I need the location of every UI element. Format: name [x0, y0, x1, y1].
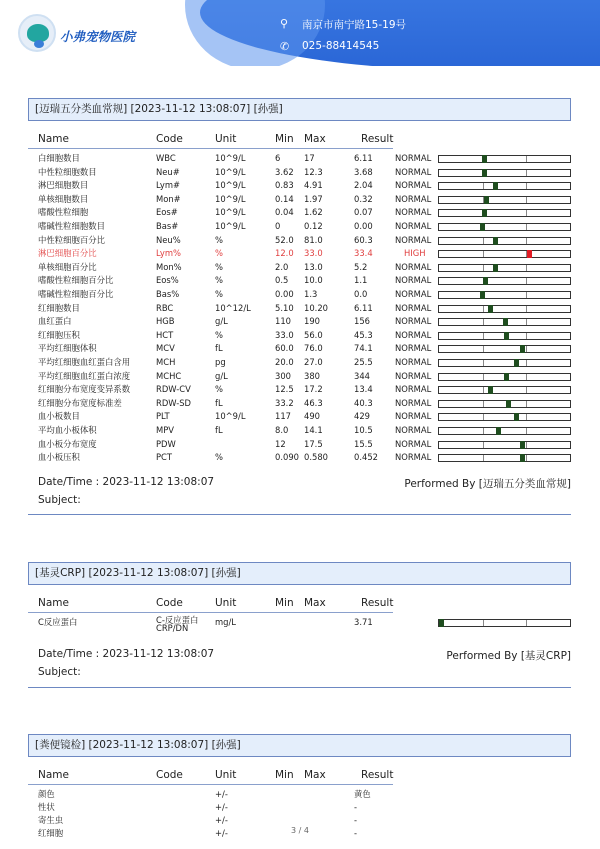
cell-min: 0.04	[275, 207, 294, 218]
cell-name: 血小板数目	[38, 411, 80, 422]
cell-flag: NORMAL	[395, 221, 432, 231]
cell-flag: NORMAL	[395, 193, 432, 204]
table-row	[28, 329, 571, 343]
cell-max: 46.3	[304, 397, 323, 408]
cell-flag: NORMAL	[395, 397, 432, 408]
cell-code: RDW-CV	[156, 384, 191, 395]
table-row	[28, 438, 571, 452]
cell-name: 平均红细胞血红蛋白浓度	[38, 370, 131, 381]
cell-name: 寄生虫	[38, 815, 64, 825]
cell-name: 白细胞数目	[38, 153, 80, 163]
value-marker	[439, 619, 444, 627]
table-row	[28, 383, 571, 397]
cell-flag: NORMAL	[395, 289, 432, 299]
value-marker	[514, 359, 519, 367]
cell-max: 1.3	[304, 289, 318, 299]
cell-name: 中性粒细胞百分比	[38, 234, 105, 245]
cell-min: 0	[275, 221, 281, 231]
hospital-logo-icon	[18, 14, 56, 52]
cell-unit: 10^9/L	[215, 221, 246, 231]
cell-unit: 10^9/L	[215, 207, 246, 218]
value-marker	[514, 413, 519, 421]
range-bar	[438, 305, 571, 313]
cell-code: C-反应蛋白 CRP/DN	[156, 615, 199, 633]
table-row	[28, 315, 571, 329]
range-bar	[438, 427, 571, 435]
cell-result: 60.3	[354, 234, 373, 245]
cell-unit: %	[215, 234, 223, 245]
range-bar	[438, 400, 571, 408]
col-min: Min	[275, 769, 294, 781]
cell-min: 0.83	[275, 180, 294, 191]
table-row	[28, 261, 571, 275]
cell-code: PLT	[156, 411, 170, 422]
cell-name: 嗜碱性粒细胞百分比	[38, 289, 114, 299]
cell-name: 红细胞数目	[38, 302, 80, 313]
cell-min: 0.00	[275, 289, 294, 299]
col-unit: Unit	[215, 597, 237, 609]
cell-result: 3.68	[354, 166, 373, 177]
cell-unit: 10^9/L	[215, 180, 246, 191]
table-row	[28, 302, 571, 316]
cell-unit: pg	[215, 357, 226, 367]
value-marker	[483, 277, 488, 285]
col-unit: Unit	[215, 769, 237, 781]
table-row	[28, 397, 571, 411]
subject-label: Subject:	[38, 666, 81, 678]
cell-min: 12.5	[275, 384, 294, 395]
report-header: 小弗宠物医院 ⚲ 南京市南宁路15-19号 ✆ 025-88414545	[0, 0, 600, 66]
col-min: Min	[275, 133, 294, 145]
cell-name: 血小板压积	[38, 452, 80, 463]
cell-result: 2.04	[354, 180, 373, 191]
col-unit: Unit	[215, 133, 237, 145]
cell-max: 81.0	[304, 234, 323, 245]
cell-result: 15.5	[354, 438, 373, 449]
table-row	[28, 801, 571, 815]
cell-result: 10.5	[354, 425, 373, 435]
cell-flag: NORMAL	[395, 384, 432, 395]
cell-unit: fL	[215, 343, 223, 354]
value-marker	[482, 209, 487, 217]
cell-unit: mg/L	[215, 617, 236, 627]
col-max: Max	[304, 769, 326, 781]
cell-result: 74.1	[354, 343, 373, 354]
cell-unit: 10^12/L	[215, 302, 251, 313]
cell-max: 14.1	[304, 425, 323, 435]
range-bar	[438, 332, 571, 340]
cell-max: 13.0	[304, 261, 323, 272]
value-marker	[493, 182, 498, 190]
cell-name: 淋巴细胞百分比	[38, 248, 97, 259]
cell-unit: %	[215, 248, 223, 259]
range-bar	[438, 223, 571, 231]
cell-unit: %	[215, 275, 223, 286]
cell-max: 190	[304, 316, 320, 327]
cell-unit: 10^9/L	[215, 411, 246, 422]
section-title: [迈瑞五分类血常规] [2023-11-12 13:08:07] [孙强]	[28, 98, 571, 121]
table-row	[28, 234, 571, 248]
cell-result: 0.452	[354, 452, 378, 463]
cell-max: 490	[304, 411, 320, 422]
cell-unit: 10^9/L	[215, 166, 246, 177]
cell-result: -	[354, 828, 358, 838]
cell-max: 17.2	[304, 384, 323, 395]
cell-name: 平均红细胞体积	[38, 343, 97, 354]
cell-result: -	[354, 815, 358, 825]
value-marker	[520, 345, 525, 353]
cell-code: Mon#	[156, 193, 181, 204]
cell-min: 5.10	[275, 302, 294, 313]
range-bar	[438, 454, 571, 462]
cell-flag: NORMAL	[395, 261, 432, 272]
range-bar	[438, 250, 571, 258]
table-row	[28, 342, 571, 356]
cell-result: 45.3	[354, 329, 373, 340]
value-marker	[480, 223, 485, 231]
cell-flag: NORMAL	[395, 153, 432, 163]
performed-by: Performed By [迈瑞五分类血常规]	[404, 478, 571, 490]
cell-result: 0.07	[354, 207, 373, 218]
cell-max: 10.0	[304, 275, 323, 286]
table-row	[28, 179, 571, 193]
cell-result: 40.3	[354, 397, 373, 408]
cell-code: Lym#	[156, 180, 181, 191]
section-title: [基灵CRP] [2023-11-12 13:08:07] [孙强]	[28, 562, 571, 585]
cell-flag: NORMAL	[395, 438, 432, 449]
value-marker	[520, 441, 525, 449]
cell-code: MCV	[156, 343, 175, 354]
cell-max: 17.5	[304, 438, 323, 449]
cell-flag: NORMAL	[395, 411, 432, 422]
cell-unit: 10^9/L	[215, 153, 246, 163]
cell-result: 0.00	[354, 221, 373, 231]
col-result: Result	[361, 133, 394, 145]
cell-unit: +/-	[215, 828, 228, 838]
cell-result: 6.11	[354, 302, 373, 313]
col-code: Code	[156, 597, 183, 609]
cell-min: 8.0	[275, 425, 289, 435]
value-marker	[488, 305, 493, 313]
cell-unit: +/-	[215, 789, 228, 799]
cell-name: 平均血小板体积	[38, 425, 97, 435]
col-max: Max	[304, 133, 326, 145]
range-bar	[438, 359, 571, 367]
cell-code: WBC	[156, 153, 176, 163]
cell-result: -	[354, 802, 358, 812]
cell-result: 33.4	[354, 248, 373, 259]
cell-result: 3.71	[354, 617, 373, 627]
range-bar	[438, 619, 571, 627]
cell-code: Neu#	[156, 166, 180, 177]
cell-min: 33.2	[275, 397, 294, 408]
location-pin-icon: ⚲	[280, 17, 289, 30]
cell-result: 25.5	[354, 357, 373, 367]
cell-flag: NORMAL	[395, 316, 432, 327]
cell-name: 平均红细胞血红蛋白含用	[38, 357, 131, 367]
cell-min: 52.0	[275, 234, 294, 245]
range-bar	[438, 291, 571, 299]
cell-unit: fL	[215, 397, 223, 408]
cell-min: 33.0	[275, 329, 294, 340]
value-marker	[484, 196, 489, 204]
cell-result: 13.4	[354, 384, 373, 395]
col-result: Result	[361, 597, 394, 609]
table-row	[28, 451, 571, 465]
cell-name: C反应蛋白	[38, 617, 78, 627]
performed-by: Performed By [基灵CRP]	[446, 650, 571, 662]
value-marker	[520, 454, 525, 462]
cell-flag: NORMAL	[395, 425, 432, 435]
cell-code: Lym%	[156, 248, 181, 259]
cell-code: Neu%	[156, 234, 181, 245]
cell-unit: %	[215, 384, 223, 395]
table-row	[28, 410, 571, 424]
col-name: Name	[38, 133, 69, 145]
cell-unit: %	[215, 329, 223, 340]
cell-max: 12.3	[304, 166, 323, 177]
range-bar	[438, 264, 571, 272]
value-marker	[482, 169, 487, 177]
cell-name: 嗜碱性粒细胞数目	[38, 221, 105, 231]
cell-unit: +/-	[215, 802, 228, 812]
cell-flag: NORMAL	[395, 166, 432, 177]
hospital-name: 小弗宠物医院	[60, 29, 136, 44]
cell-code: Eos#	[156, 207, 178, 218]
cell-result: 156	[354, 316, 370, 327]
cell-min: 0.14	[275, 193, 294, 204]
range-bar	[438, 345, 571, 353]
cell-name: 红细胞分布宽度标准差	[38, 397, 122, 408]
cell-result: 黄色	[354, 789, 371, 799]
cell-min: 110	[275, 316, 291, 327]
range-bar	[438, 386, 571, 394]
cell-name: 颜色	[38, 789, 55, 799]
cell-unit: +/-	[215, 815, 228, 825]
table-row	[28, 247, 571, 261]
cell-code: MCHC	[156, 370, 182, 381]
cell-flag: NORMAL	[395, 357, 432, 367]
cell-flag: NORMAL	[395, 234, 432, 245]
high-marker	[527, 250, 532, 258]
cell-min: 12	[275, 438, 286, 449]
value-marker	[496, 427, 501, 435]
cell-max: 0.12	[304, 221, 323, 231]
value-marker	[493, 264, 498, 272]
section-crp	[28, 562, 571, 682]
value-marker	[482, 155, 487, 163]
value-marker	[493, 237, 498, 245]
cell-name: 红细胞	[38, 828, 64, 838]
range-bar	[438, 169, 571, 177]
cell-flag: NORMAL	[395, 302, 432, 313]
section-divider	[28, 687, 571, 688]
cell-unit: 10^9/L	[215, 193, 246, 204]
cell-name: 血小板分布宽度	[38, 438, 97, 449]
cell-max: 76.0	[304, 343, 323, 354]
section-title: [粪便镜检] [2023-11-12 13:08:07] [孙强]	[28, 734, 571, 757]
range-bar	[438, 209, 571, 217]
col-max: Max	[304, 597, 326, 609]
range-bar	[438, 237, 571, 245]
table-row	[28, 206, 571, 220]
value-marker	[506, 400, 511, 408]
cell-result: 1.1	[354, 275, 368, 286]
cell-result: 0.32	[354, 193, 373, 204]
range-bar	[438, 182, 571, 190]
table-row	[28, 356, 571, 370]
cell-flag: NORMAL	[395, 180, 432, 191]
cell-unit: %	[215, 452, 223, 463]
cell-flag: NORMAL	[395, 275, 432, 286]
cell-code: PDW	[156, 438, 176, 449]
cell-unit: %	[215, 289, 223, 299]
cell-name: 嗜酸性粒细胞百分比	[38, 275, 114, 286]
cell-max: 10.20	[304, 302, 328, 313]
page-number: 3 / 4	[291, 826, 309, 835]
cell-max: 33.0	[304, 248, 323, 259]
cell-min: 12.0	[275, 248, 294, 259]
cell-result: 5.2	[354, 261, 368, 272]
cell-max: 0.580	[304, 452, 328, 463]
cell-min: 300	[275, 370, 291, 381]
cell-code: MPV	[156, 425, 175, 435]
cell-flag: NORMAL	[395, 370, 432, 381]
col-name: Name	[38, 769, 69, 781]
phone-icon: ✆	[280, 40, 290, 53]
cell-name: 血红蛋白	[38, 316, 72, 327]
cell-result: 344	[354, 370, 370, 381]
cell-flag: HIGH	[404, 248, 426, 259]
cell-name: 单核细胞数目	[38, 193, 89, 204]
table-row	[28, 370, 571, 384]
cell-unit: fL	[215, 425, 223, 435]
cell-result: 6.11	[354, 153, 373, 163]
cell-min: 60.0	[275, 343, 294, 354]
cell-unit: %	[215, 261, 223, 272]
cell-code: Eos%	[156, 275, 179, 286]
table-row	[28, 788, 571, 802]
cell-min: 2.0	[275, 261, 289, 272]
datetime: Date/Time : 2023-11-12 13:08:07	[38, 648, 215, 660]
range-bar	[438, 413, 571, 421]
cell-name: 单核细胞百分比	[38, 261, 97, 272]
col-result: Result	[361, 769, 394, 781]
cell-unit: g/L	[215, 316, 228, 327]
col-code: Code	[156, 769, 183, 781]
range-bar	[438, 441, 571, 449]
table-row	[28, 220, 571, 234]
value-marker	[504, 332, 509, 340]
section-stool	[28, 734, 571, 838]
range-bar	[438, 373, 571, 381]
cell-code: HCT	[156, 329, 174, 340]
range-bar	[438, 318, 571, 326]
cell-max: 17	[304, 153, 315, 163]
cell-result: 0.0	[354, 289, 368, 299]
cell-name: 中性粒细胞数目	[38, 166, 97, 177]
table-row	[28, 152, 571, 166]
subject-label: Subject:	[38, 494, 81, 506]
range-bar	[438, 277, 571, 285]
section-divider	[28, 514, 571, 515]
col-code: Code	[156, 133, 183, 145]
cell-name: 性状	[38, 802, 55, 812]
range-bar	[438, 196, 571, 204]
cell-code: Bas#	[156, 221, 179, 231]
cell-min: 0.090	[275, 452, 299, 463]
cell-min: 3.62	[275, 166, 294, 177]
cell-name: 红细胞分布宽度变异系数	[38, 384, 131, 395]
cell-code: PCT	[156, 452, 173, 463]
cell-max: 27.0	[304, 357, 323, 367]
table-row	[28, 193, 571, 207]
cell-code: Bas%	[156, 289, 180, 299]
cell-min: 6	[275, 153, 281, 163]
table-row	[28, 288, 571, 302]
value-marker	[503, 318, 508, 326]
cell-name: 淋巴细胞数目	[38, 180, 89, 191]
datetime: Date/Time : 2023-11-12 13:08:07	[38, 476, 215, 488]
cell-flag: NORMAL	[395, 343, 432, 354]
cell-max: 1.62	[304, 207, 323, 218]
cell-unit: g/L	[215, 370, 228, 381]
range-bar	[438, 155, 571, 163]
cell-min: 0.5	[275, 275, 289, 286]
value-marker	[480, 291, 485, 299]
table-row	[28, 424, 571, 438]
cell-code: MCH	[156, 357, 176, 367]
cell-code: HGB	[156, 316, 175, 327]
cell-result: 429	[354, 411, 370, 422]
cell-code: Mon%	[156, 261, 182, 272]
cell-flag: NORMAL	[395, 207, 432, 218]
cell-name: 嗜酸性粒细胞	[38, 207, 89, 218]
value-marker	[488, 386, 493, 394]
cell-name: 红细胞压积	[38, 329, 80, 340]
table-row	[28, 274, 571, 288]
table-row	[28, 615, 571, 633]
col-min: Min	[275, 597, 294, 609]
col-name: Name	[38, 597, 69, 609]
table-row	[28, 166, 571, 180]
cell-code: RDW-SD	[156, 397, 191, 408]
cell-min: 20.0	[275, 357, 294, 367]
cell-flag: NORMAL	[395, 329, 432, 340]
value-marker	[504, 373, 509, 381]
cell-max: 380	[304, 370, 320, 381]
cell-max: 56.0	[304, 329, 323, 340]
cell-max: 1.97	[304, 193, 323, 204]
section-blood-routine	[28, 98, 571, 506]
cell-code: RBC	[156, 302, 174, 313]
cell-max: 4.91	[304, 180, 323, 191]
cell-flag: NORMAL	[395, 452, 432, 463]
cell-min: 117	[275, 411, 291, 422]
